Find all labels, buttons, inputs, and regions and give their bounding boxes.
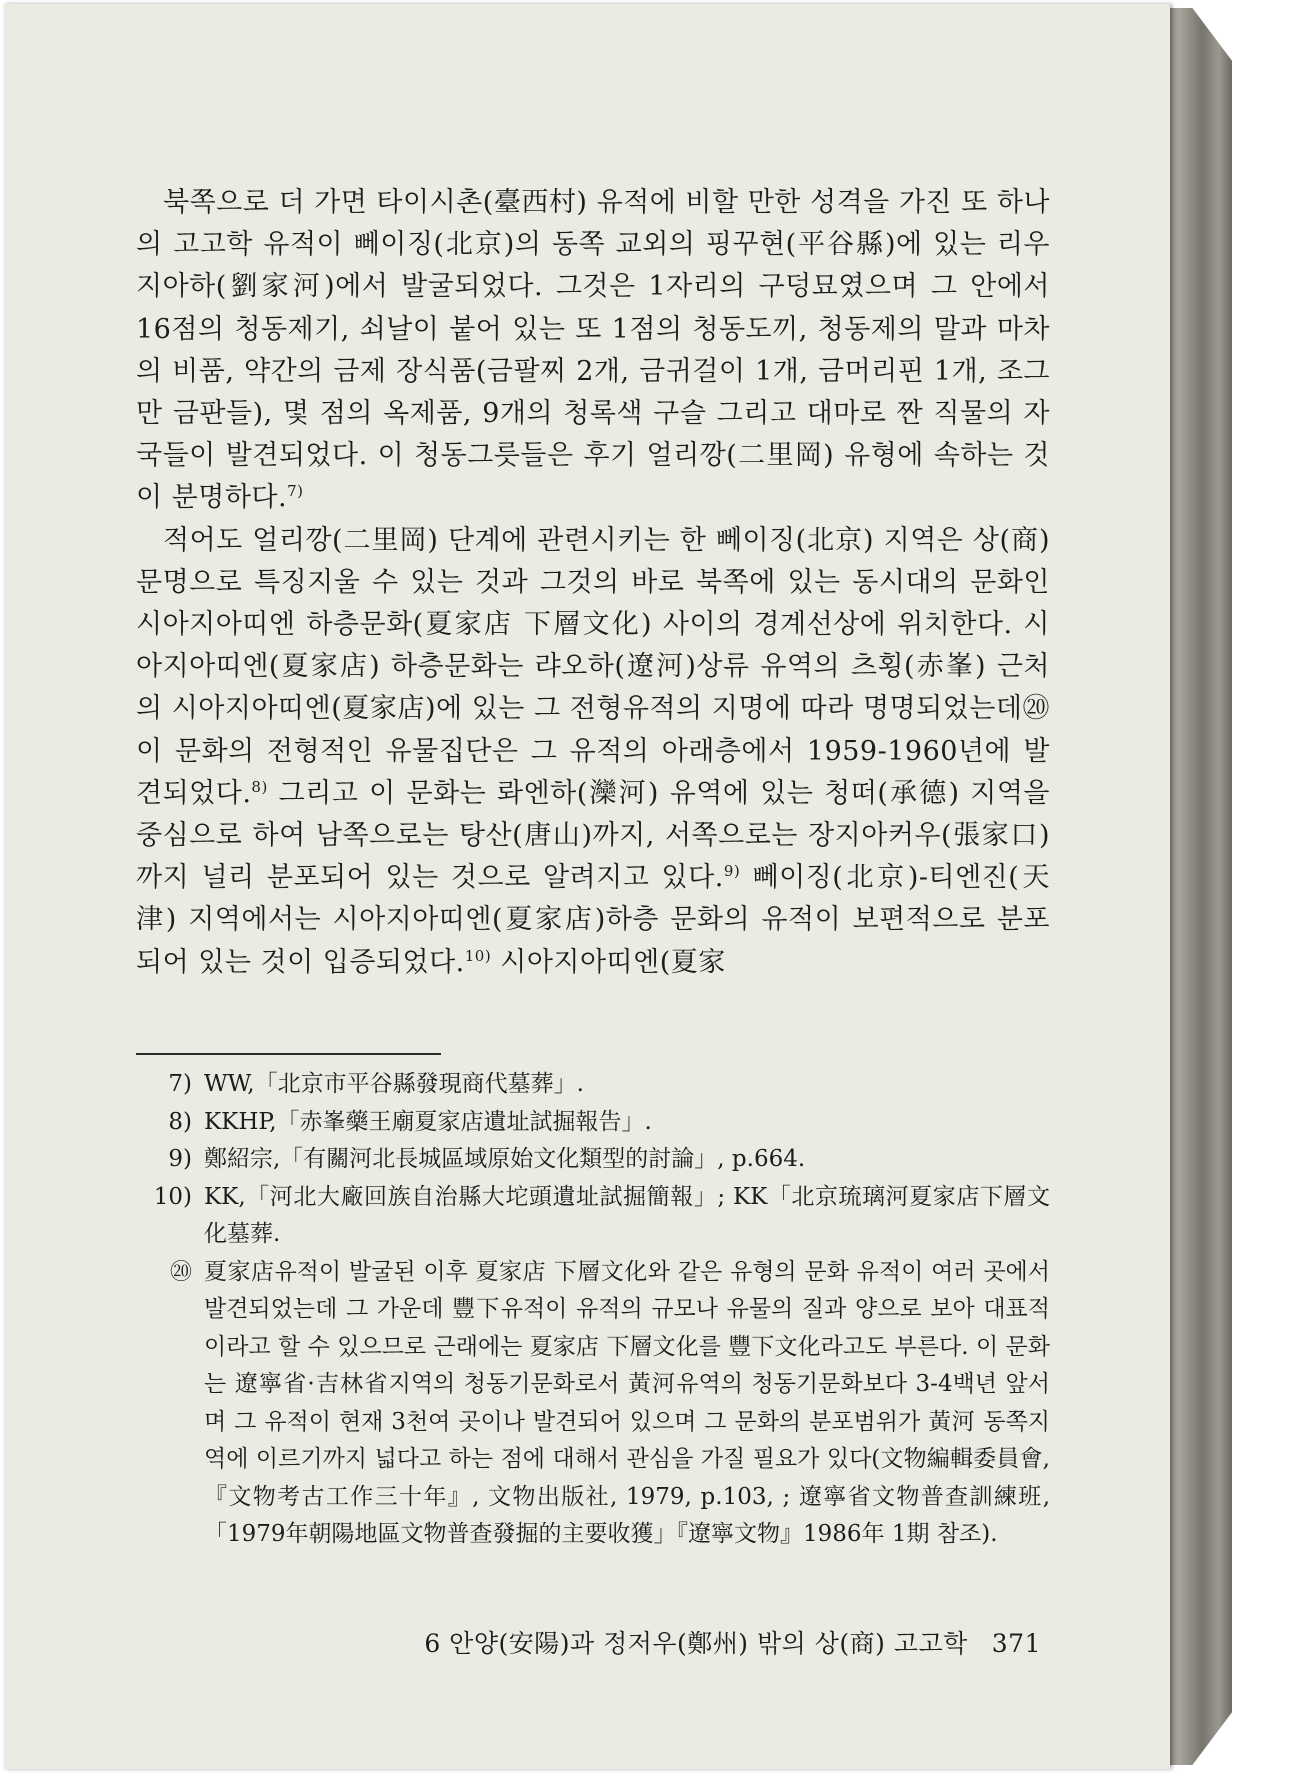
footnote-text: 夏家店유적이 발굴된 이후 夏家店 下層文化와 같은 유형의 문화 유적이 여러 곳에서 발견되었는데 그 가운데 豐下유적이 유적의 규모나 유물의 질과 양으로 보아 대표적이라고 할 수 있으므로 근래에는 夏家店 下層文化를 豐下文化라고도 부른다. 이 문화는 遼寧省·吉林省지역의 청동기문화로서 黃河유역의 청동기문화보다 3-4백년 앞서며 그 유적이 현재 3천여 곳이나 발견되어 있으며 그 문화의 분포범위가 黃河 동쪽지역에 이르기까지 넓다고 하는 점에 대해서 관심을 가질 필요가 있다(文物編輯委員會,『文物考古工作三十年』, 文物出版社, 1979, p.103, ; 遼寧省文物普查訓練班,「1979年朝陽地區文物普查發掘的主要收獲」『遼寧文物』1986年 1期 참조). — [204, 1258, 1050, 1547]
paragraph-2-text-a: 적어도 얼리깡(二里岡) 단계에 관련시키는 한 뻬이징(北京) 지역은 상(商)문명으로 특징지울 수 있는 것과 그것의 바로 북쪽에 있는 동시대의 문화인 시아지아띠엔 하층문화(夏家店 下層文化) 사이의 경계선상에 위치한다. 시아지아띠엔(夏家店) 하층문화는 랴오하(遼河)상류 유역의 츠횡(赤峯) 근처의 시아지아띠엔(夏家店)에 있는 그 전형유적의 지명에 따라 명명되었는데⑳ 이 문화의 전형적인 유물집단은 그 유적의 아래층에서 1959-1960년에 발견되었다. — [136, 524, 1050, 809]
footnotes — [136, 1066, 1050, 1554]
footnote-number: 9) — [168, 1146, 192, 1172]
chapter-title: 6 안양(安陽)과 정저우(鄭州) 밖의 상(商) 고고학 — [424, 1629, 968, 1658]
footnote-ref-8: 8) — [251, 777, 268, 796]
page-number: 371 — [991, 1629, 1041, 1658]
footnote-ref-9: 9) — [723, 862, 741, 881]
paragraph-1 — [136, 182, 1050, 520]
footnote-text: KK,「河北大廠回族自治縣大坨頭遺址試掘簡報」; KK「北京琉璃河夏家店下層文化墓葬. — [204, 1183, 1050, 1247]
footnote-text: KKHP,「赤峯藥王廟夏家店遺址試掘報告」. — [204, 1108, 652, 1135]
footnote-ref-10: 10) — [464, 946, 492, 965]
footnote-number: ⑳ — [169, 1259, 192, 1285]
paragraph-2-text-c: 뻬이징(北京)-티엔진(天津) 지역에서는 시아지아띠엔(夏家店)하층 문화의 유적이 보편적으로 분포되어 있는 것이 입증되었다. — [136, 862, 1050, 978]
footnote-text: WW,「北京市平谷縣發現商代墓葬」. — [204, 1071, 584, 1097]
paragraph-2 — [136, 520, 1050, 984]
footnote-divider — [136, 1053, 441, 1055]
book-page-edges — [1166, 8, 1232, 1765]
footnote-ref-7: 7) — [287, 482, 304, 501]
footnote-number: 10) — [153, 1183, 192, 1210]
footnote-text: 鄭紹宗,「有關河北長城區域原始文化類型的討論」, p.664. — [204, 1146, 806, 1172]
body-text — [136, 182, 1050, 984]
running-footer — [136, 1624, 1041, 1660]
footnote-20 — [136, 1254, 1050, 1554]
footnote-number: 7) — [168, 1071, 192, 1097]
footnote-10 — [136, 1179, 1050, 1254]
footnote-7 — [136, 1066, 1050, 1104]
footnote-number: 8) — [168, 1108, 192, 1135]
footnote-8 — [136, 1104, 1050, 1142]
paragraph-2-text-d: 시아지아띠엔(夏家 — [491, 946, 726, 978]
footnote-9 — [136, 1141, 1050, 1179]
paragraph-1-text: 북쪽으로 더 가면 타이시촌(臺西村) 유적에 비할 만한 성격을 가진 또 하나의 고고학 유적이 뻬이징(北京)의 동쪽 교외의 핑꾸현(平谷縣)에 있는 리우지아하(劉家河)에서 발굴되었다. 그것은 1자리의 구덩묘였으며 그 안에서 16점의 청동제기, 쇠날이 붙어 있는 또 1점의 청동도끼, 청동제의 말과 마차의 비품, 약간의 금제 장식품(금팔찌 2개, 금귀걸이 1개, 금머리핀 1개, 조그만 금판들), 몇 점의 옥제품, 9개의 청록색 구슬 그리고 대마로 짠 직물의 자국들이 발견되었다. 이 청동그릇들은 후기 얼리깡(二里岡) 유형에 속하는 것이 분명하다. — [136, 187, 1050, 514]
paragraph-2-text-b: 그리고 이 문화는 롸엔하(灤河) 유역에 있는 청떠(承德) 지역을 중심으로 하여 남쪽으로는 탕산(唐山)까지, 서쪽으로는 장지아커우(張家口)까지 널리 분포되어 있는 것으로 알려지고 있다. — [136, 777, 1050, 894]
